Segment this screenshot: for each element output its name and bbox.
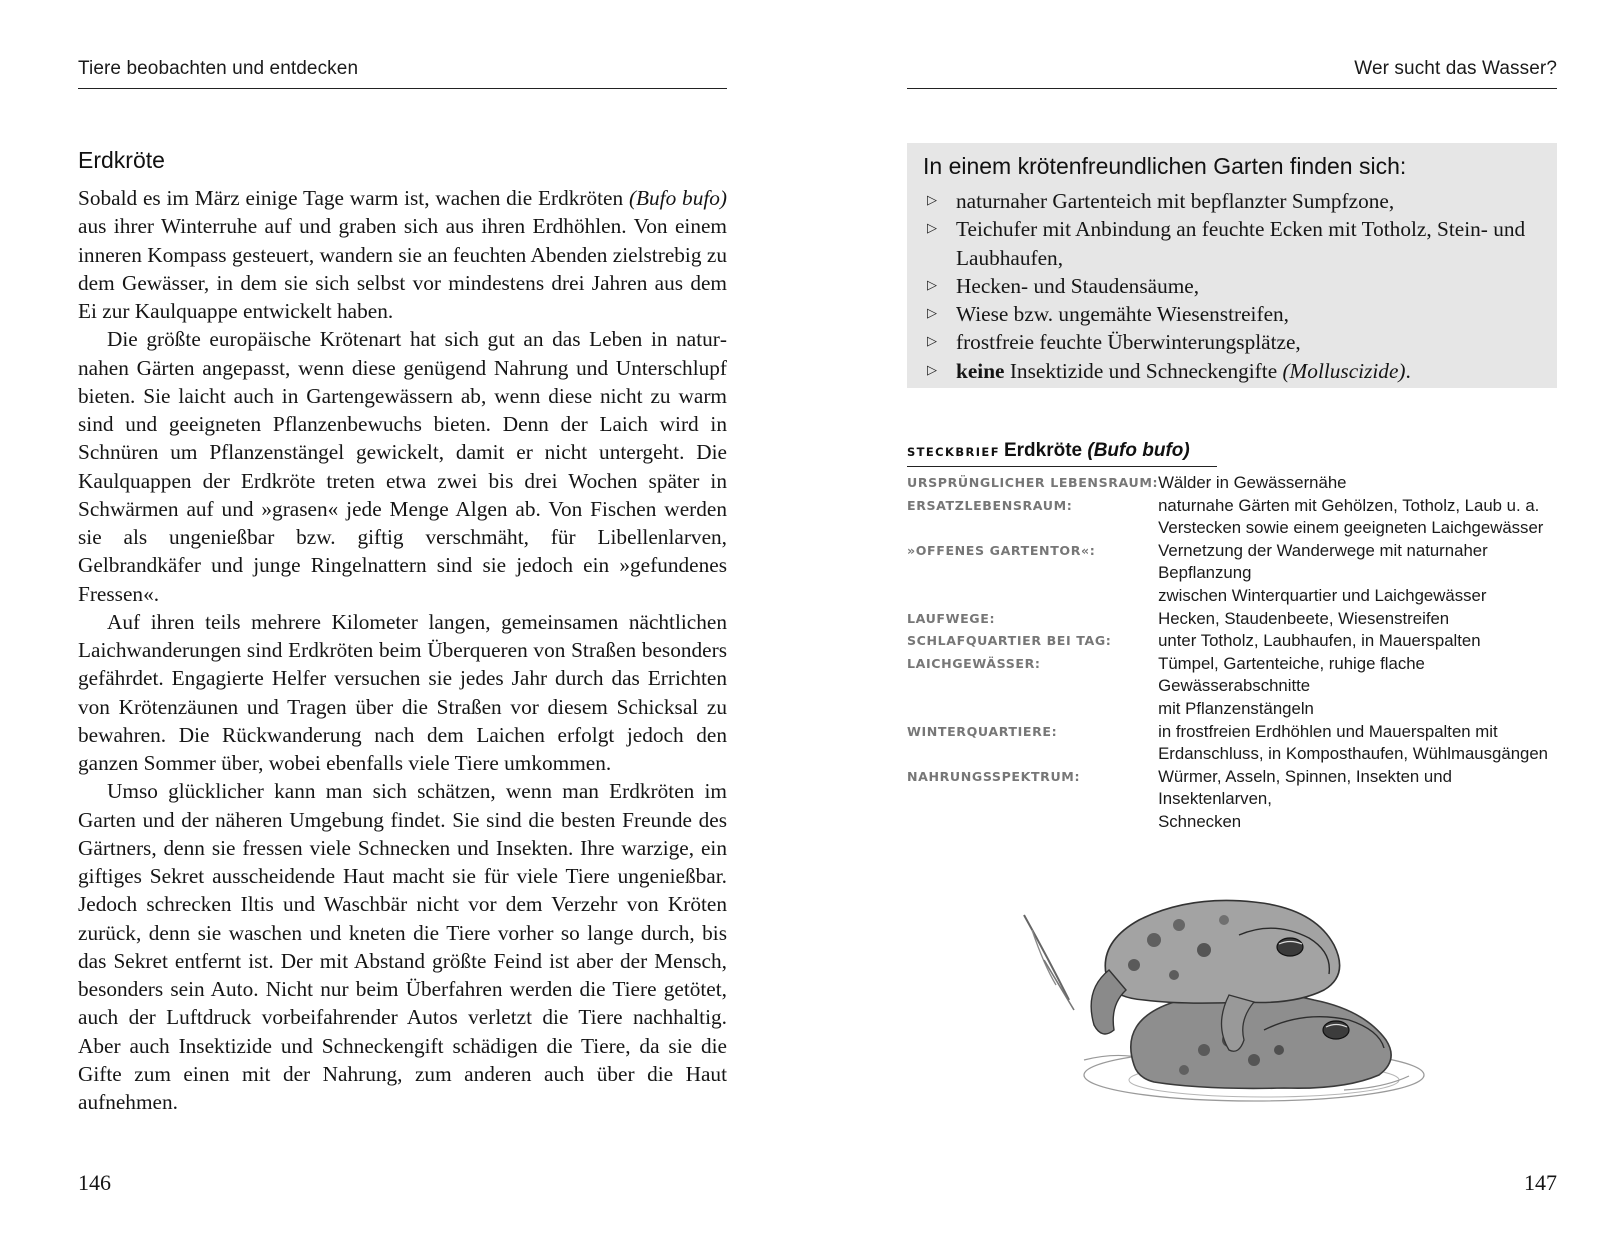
list-item: ▷ Wiese bzw. ungemähte Wiesenstreifen,	[925, 300, 1545, 328]
list-item: ▷ keine Insektizide und Schneckengifte (Molluscizide).	[925, 357, 1545, 385]
steckbrief-rule	[907, 466, 1217, 467]
list-item: ▷ naturnaher Gartenteich mit bepflanzter Sumpfzone,	[925, 187, 1545, 215]
triangle-bullet-icon: ▷	[927, 221, 937, 237]
table-row: URSPRÜNGLICHER LEBENSRAUM: Wälder in Gewässernähe	[907, 473, 1347, 492]
running-head-left: Tiere beobachten und entdecken	[78, 58, 359, 79]
list-item: ▷ Hecken- und Staudensäume,	[925, 272, 1545, 300]
steckbrief-label: STECKBRIEF	[907, 445, 1000, 459]
paragraph-4: Umso glücklicher kann man sich schätzen, wenn man Erdkröten im Garten und der näheren Umgebung findet. Sie sind die besten Freunde des Gärtners, denn sie fressen viele Schnecken und Insekten. Ihre warzige, ein giftiges Sekret ausscheidende Haut macht sie für viele Tiere ungenießbar. Jedoch schrecken Iltis und Waschbär nicht vor dem Verzehr von Kröten zurück, denn sie waschen und kneten die Tiere vorher so lange durch, bis das Sekret entfernt ist. Der mit Abstand größte Feind ist aber der Mensch, besonders sein Auto. Nicht nur beim Überfahren werden die Tiere getötet, auch der Luftdruck vorbeifahrender Autos verletzt die Tiere nachhaltig. Aber auch Insektizide und Schneckengift schädigen die Tiere, da sie die Gifte zum einen mit der Nahrung, zum anderen auch über die Haut aufnehmen.	[78, 779, 727, 1114]
table-row: LAUFWEGE: Hecken, Staudenbeete, Wiesenstreifen	[907, 608, 1450, 628]
triangle-bullet-icon: ▷	[927, 334, 937, 350]
table-row: ERSATZLEBENSRAUM: naturnahe Gärten mit Gehölzen, Totholz, Laub u. a. Verstecken sowie einem geeigneten Laichgewässer	[907, 495, 1544, 538]
page-number-left: 146	[78, 1170, 111, 1195]
section-title: Erdkröte	[78, 147, 165, 173]
paragraph-3: Auf ihren teils mehrere Kilometer langen, gemeinsamen nächtlichen Laichwanderungen sind Erdkröten beim Überqueren von Straßen besonders gefährdet. Engagierte Helfer versuchen sie jedes Jahr durch das Errichten von Krötenzäunen und Tragen über die Straßen vor diesem Schicksal zu bewahren. Die Rückwanderung nach dem Laichen erfolgt jedoch den ganzen Sommer über, wobei ebenfalls viele Tiere umkommen.	[78, 609, 727, 775]
paragraph-1: Sobald es im März einige Tage warm ist, wachen die Erdkröten (Bufo bufo) aus ihrer Winterruhe auf und graben sich aus ihren Erdhöhlen. Von einem inneren Kompass gesteuert, wandern sie an feuchten Abenden zielstrebig zu dem Gewässer, in dem sie sich selbst vor mindestens drei Jahren aus dem Ei zur Kaulquappe entwickelt haben.	[78, 186, 728, 323]
scientific-name: (Bufo bufo)	[628, 186, 728, 210]
triangle-bullet-icon: ▷	[927, 193, 937, 208]
steckbrief-name: Erdkröte (Bufo bufo)	[1003, 440, 1190, 461]
table-row: SCHLAFQUARTIER BEI TAG: unter Totholz, Laubhaufen, in Mauerspalten	[907, 631, 1481, 651]
paragraph-2: Die größte europäische Krötenart hat sich gut an das Leben in naturnahen Gärten angepasst, wenn diese genügend Nahrung und Unterschlupf bieten. Sie laicht auch in Gartengewässern ab, wenn diese nicht zu warm sind und geeigneten Pflanzenbewuchs bieten. Denn der Laich wird in Schnüren um Pflanzenstängel gewickelt, damit er nicht untergeht. Die Kaulquappen der Erdkröte treten etwa zwei bis drei Wochen später in Schwärmen auf und »grasen« jede Menge Algen ab. Von Fischen werden sie als ungenießbar bzw. giftig verschmäht, für Libellenlarven, Gelbrandkäfer und junge Ringelnattern sind sie jedoch ein »gefundenes Fressen«.	[78, 327, 727, 606]
steckbrief-heading	[907, 440, 1217, 462]
header-rule-right	[907, 88, 1557, 89]
list-item: ▷ frostfreie feuchte Überwinterungsplätze,	[925, 328, 1545, 356]
triangle-bullet-icon: ▷	[927, 362, 937, 378]
table-row: LAICHGEWÄSSER: Tümpel, Gartenteiche, ruhige flache Gewässerabschnitte mit Pflanzenstängeln	[907, 653, 1425, 718]
triangle-bullet-icon: ▷	[927, 277, 937, 293]
header-rule-left	[78, 88, 727, 89]
running-head-right: Wer sucht das Wasser?	[1354, 58, 1557, 79]
table-row: NAHRUNGSSPEKTRUM: Würmer, Asseln, Spinnen, Insekten und Insektenlarven, Schnecken	[907, 766, 1452, 831]
right-page	[809, 0, 1618, 1240]
toad-pair-illustration-icon	[1014, 890, 1439, 1115]
table-row: WINTERQUARTIERE: in frostfreien Erdhöhlen und Mauerspalten mit Erdanschluss, in Komposthaufen, Wühlmausgängen	[907, 721, 1549, 764]
list-item: ▷ Teichufer mit Anbindung an feuchte Ecken mit Totholz, Stein- und Laubhaufen,	[927, 217, 1526, 270]
steckbrief-table	[907, 472, 1557, 834]
table-row: »OFFENES GARTENTOR«: Vernetzung der Wanderwege mit naturnaher Bepflanzung zwischen Winterquartier und Laichgewässer	[907, 540, 1488, 605]
page-number-right: 147	[1524, 1170, 1557, 1195]
info-box	[907, 143, 1557, 388]
info-box-list	[925, 187, 1545, 385]
triangle-bullet-icon: ▷	[927, 306, 937, 322]
body-text	[78, 184, 727, 1116]
info-box-title: In einem krötenfreundlichen Garten finden sich:	[923, 153, 1407, 179]
